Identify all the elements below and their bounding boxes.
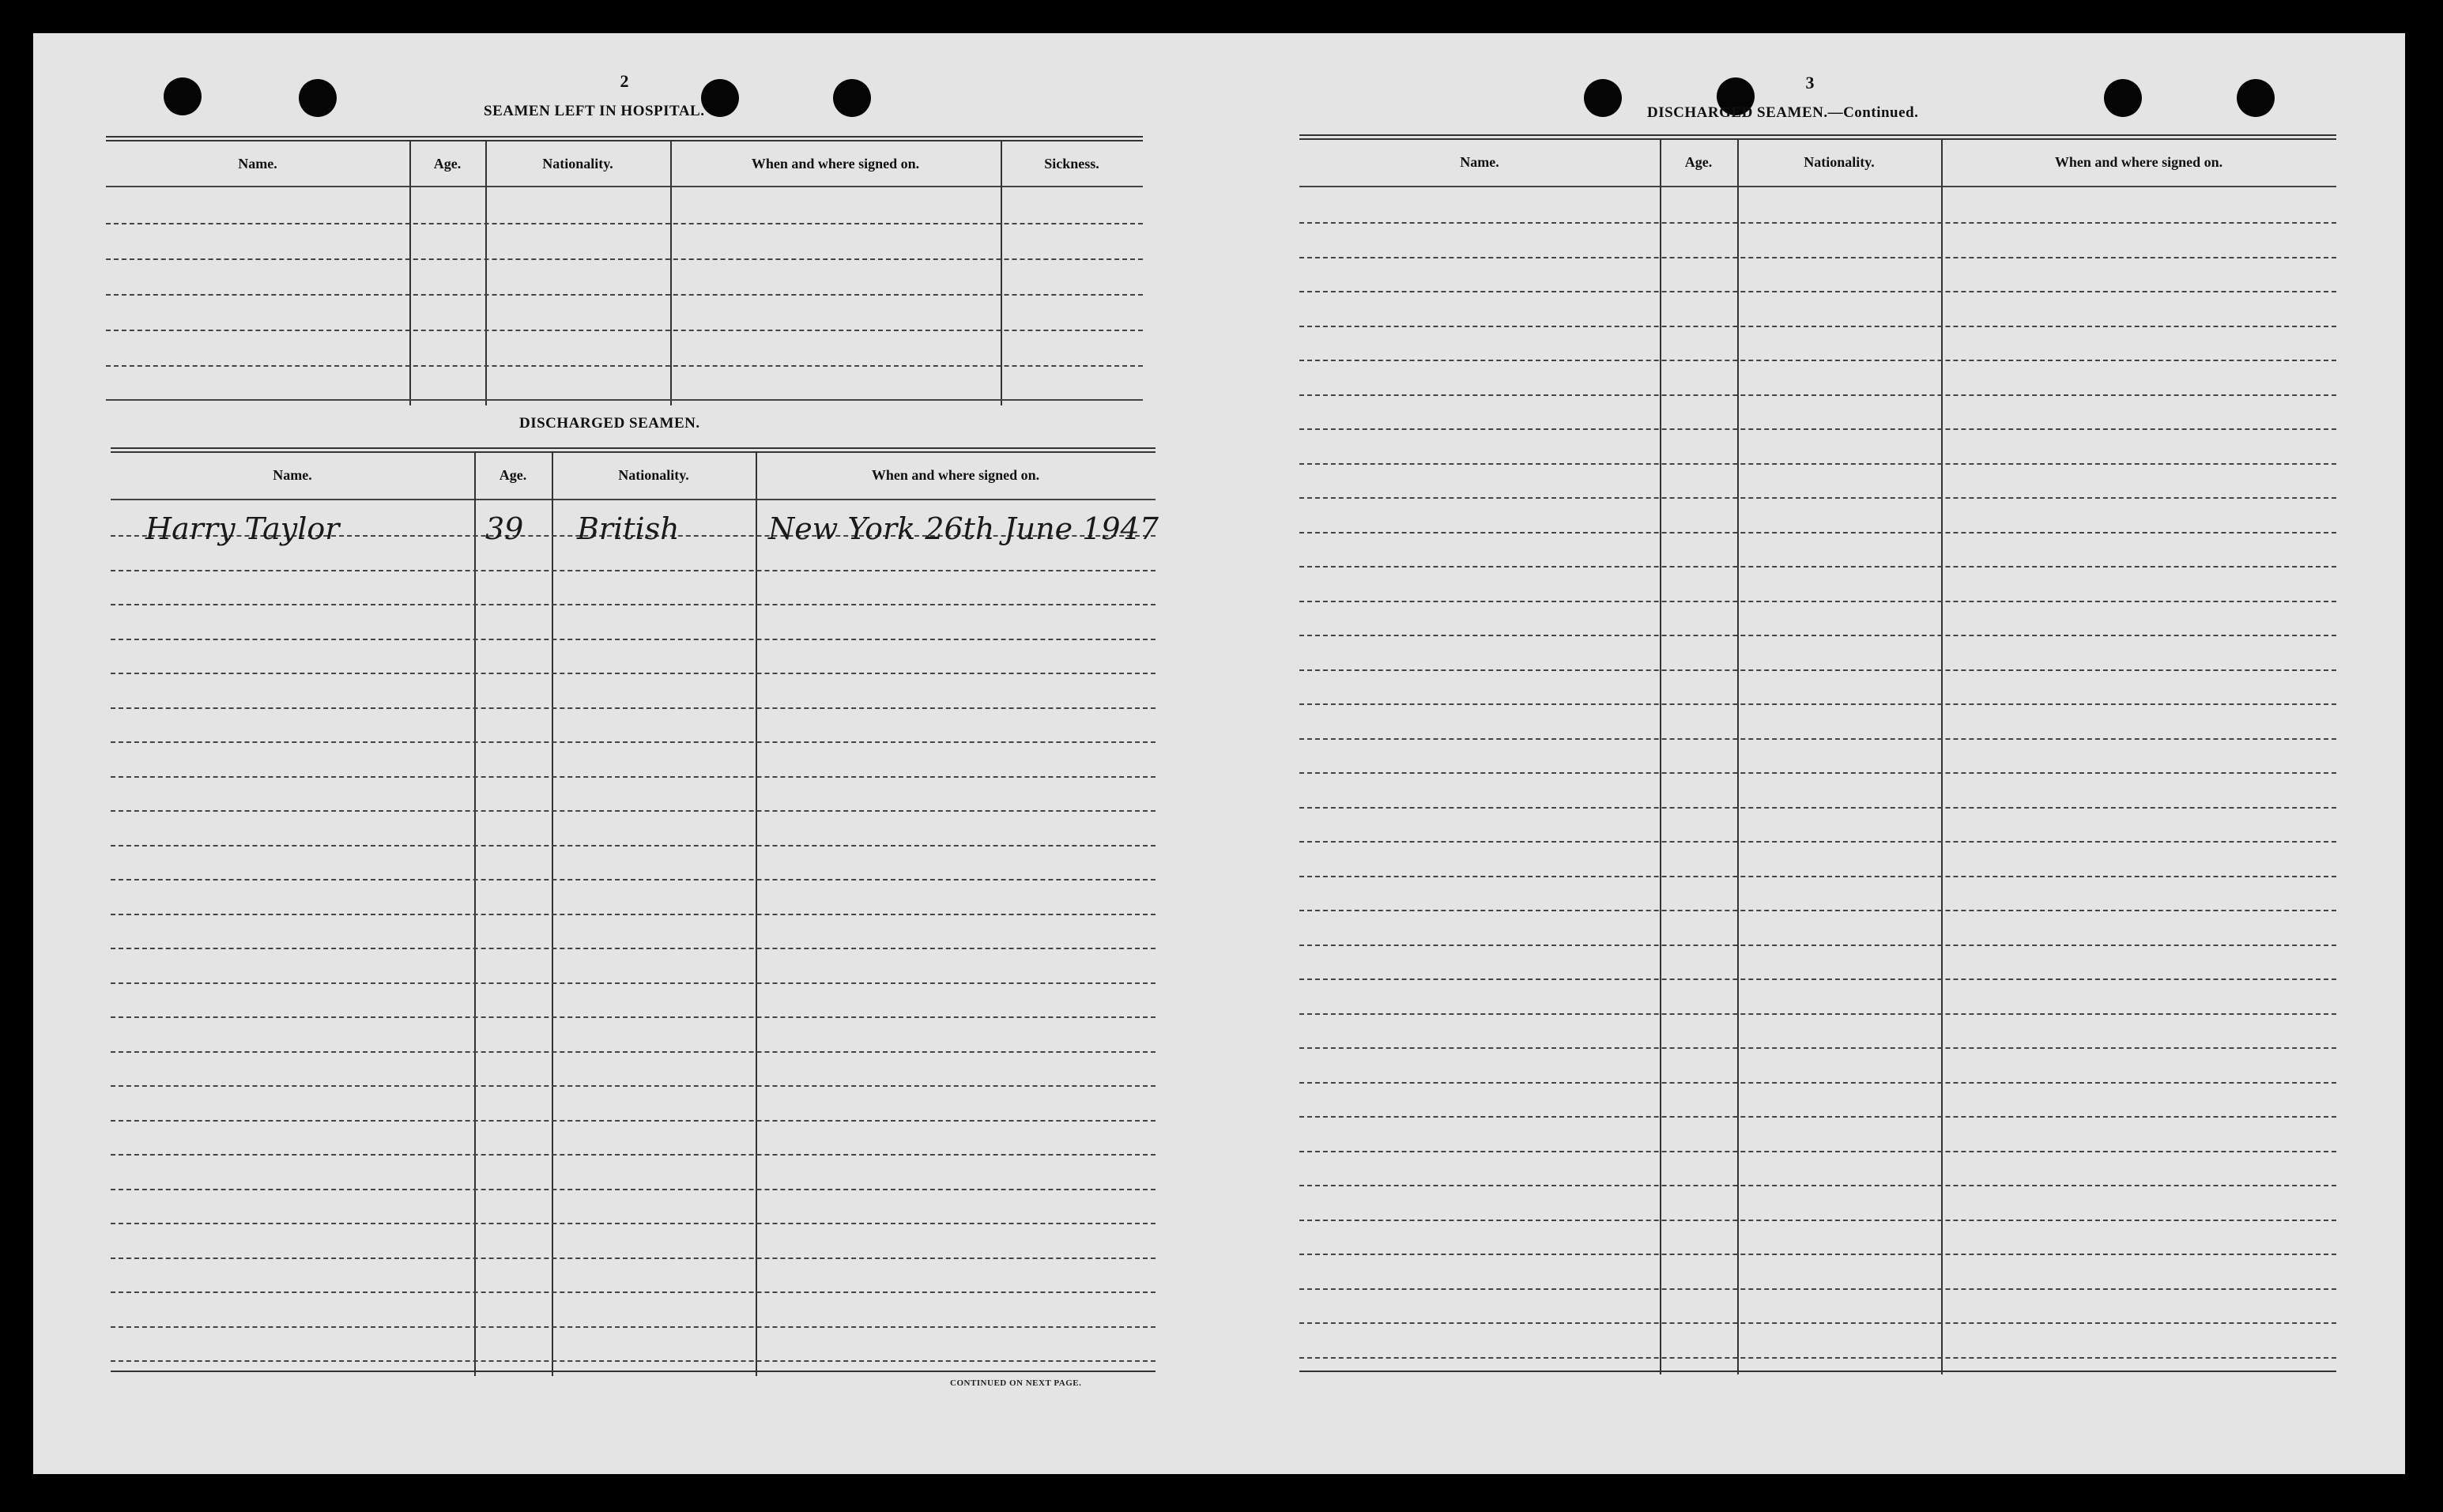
row-rule bbox=[1299, 738, 2336, 740]
row-rule bbox=[111, 1360, 1156, 1362]
continued-footer: CONTINUED ON NEXT PAGE. bbox=[950, 1378, 1082, 1388]
row-rule bbox=[1299, 1013, 2336, 1015]
entry-name: Harry Taylor bbox=[145, 511, 340, 546]
row-rule bbox=[1299, 1357, 2336, 1359]
row-rule bbox=[111, 604, 1156, 605]
row-rule bbox=[111, 982, 1156, 984]
row-rule bbox=[1299, 1082, 2336, 1084]
row-rule bbox=[111, 639, 1156, 640]
discharged-table-left bbox=[111, 447, 1159, 1376]
row-rule bbox=[1299, 428, 2336, 430]
hospital-col-signed-on: When and where signed on. bbox=[751, 155, 920, 172]
row-rule bbox=[111, 914, 1156, 915]
punch-hole bbox=[2104, 79, 2142, 117]
discharged-table-right bbox=[1299, 134, 2336, 1374]
right-page-title: DISCHARGED SEAMEN.—Continued. bbox=[1647, 104, 1919, 121]
right-col-nationality: Nationality. bbox=[1804, 153, 1875, 170]
row-rule bbox=[111, 810, 1156, 812]
row-rule bbox=[111, 1189, 1156, 1190]
row-rule bbox=[1299, 1220, 2336, 1221]
header-rule bbox=[106, 186, 1143, 187]
row-rule bbox=[111, 1154, 1156, 1156]
hospital-col-nationality: Nationality. bbox=[542, 155, 613, 172]
row-rule bbox=[1299, 669, 2336, 671]
page-number-left: 2 bbox=[620, 71, 629, 91]
row-rule bbox=[1299, 326, 2336, 327]
row-rule bbox=[106, 365, 1143, 367]
punch-hole bbox=[164, 77, 202, 115]
row-rule bbox=[1299, 222, 2336, 224]
row-rule bbox=[111, 741, 1156, 743]
row-rule bbox=[106, 294, 1143, 296]
row-rule bbox=[1299, 635, 2336, 636]
row-rule bbox=[1299, 1254, 2336, 1255]
left-table-bottom-rule bbox=[111, 1371, 1156, 1372]
hospital-section-title: SEAMEN LEFT IN HOSPITAL. bbox=[484, 103, 705, 119]
discharged-section-title: DISCHARGED SEAMEN. bbox=[519, 415, 700, 432]
row-rule bbox=[1299, 978, 2336, 980]
row-rule bbox=[111, 845, 1156, 846]
row-rule bbox=[111, 570, 1156, 571]
row-rule bbox=[1299, 1116, 2336, 1118]
right-col-signed-on: When and where signed on. bbox=[2054, 153, 2223, 170]
row-rule bbox=[1299, 841, 2336, 843]
page-number-right: 3 bbox=[1805, 73, 1815, 92]
row-rule bbox=[106, 399, 1143, 401]
hospital-table bbox=[106, 136, 1143, 405]
right-col-age: Age. bbox=[1684, 153, 1713, 170]
row-rule bbox=[1299, 601, 2336, 602]
document-sheet bbox=[33, 33, 2405, 1474]
row-rule bbox=[1299, 532, 2336, 534]
row-rule bbox=[111, 1326, 1156, 1328]
row-rule bbox=[1299, 1185, 2336, 1186]
row-rule bbox=[111, 776, 1156, 778]
row-rule bbox=[111, 673, 1156, 674]
right-table-bottom-rule bbox=[1299, 1371, 2336, 1372]
discharged-col-age: Age. bbox=[499, 466, 527, 483]
punch-hole bbox=[701, 79, 739, 117]
discharged-col-nationality: Nationality. bbox=[618, 466, 689, 483]
row-rule bbox=[111, 1120, 1156, 1122]
row-rule bbox=[111, 1051, 1156, 1053]
discharged-col-signed-on: When and where signed on. bbox=[871, 466, 1040, 483]
header-rule bbox=[1299, 186, 2336, 187]
row-rule bbox=[1299, 703, 2336, 705]
row-rule bbox=[1299, 1047, 2336, 1049]
row-rule bbox=[111, 1291, 1156, 1293]
row-rule bbox=[1299, 1151, 2336, 1152]
row-rule bbox=[111, 879, 1156, 880]
row-rule bbox=[111, 1085, 1156, 1087]
row-rule bbox=[1299, 772, 2336, 774]
entry-nationality: British bbox=[577, 511, 680, 546]
row-rule bbox=[111, 707, 1156, 709]
punch-hole bbox=[299, 79, 337, 117]
row-rule bbox=[106, 223, 1143, 224]
row-rule bbox=[1299, 807, 2336, 809]
row-rule bbox=[111, 1223, 1156, 1224]
row-rule bbox=[1299, 360, 2336, 361]
header-rule bbox=[111, 499, 1156, 500]
row-rule bbox=[1299, 291, 2336, 292]
discharged-col-name: Name. bbox=[273, 466, 312, 483]
row-rule bbox=[1299, 566, 2336, 567]
row-rule bbox=[111, 948, 1156, 949]
entry-age: 39 bbox=[485, 511, 524, 546]
punch-hole bbox=[833, 79, 871, 117]
row-rule bbox=[1299, 394, 2336, 396]
row-rule bbox=[1299, 876, 2336, 877]
entry-signed-on: New York 26th June 1947 bbox=[768, 511, 1159, 546]
row-rule bbox=[1299, 497, 2336, 499]
punch-hole bbox=[1584, 79, 1622, 117]
hospital-col-age: Age. bbox=[433, 155, 462, 172]
punch-hole bbox=[2237, 79, 2275, 117]
row-rule bbox=[106, 258, 1143, 260]
row-rule bbox=[111, 1016, 1156, 1018]
row-rule bbox=[1299, 1322, 2336, 1324]
hospital-col-name: Name. bbox=[238, 155, 277, 172]
hospital-col-sickness: Sickness. bbox=[1044, 155, 1099, 172]
row-rule bbox=[1299, 910, 2336, 911]
right-col-name: Name. bbox=[1460, 153, 1499, 170]
row-rule bbox=[1299, 945, 2336, 946]
row-rule bbox=[1299, 463, 2336, 465]
row-rule bbox=[106, 330, 1143, 331]
row-rule bbox=[1299, 257, 2336, 258]
row-rule bbox=[1299, 1288, 2336, 1290]
row-rule bbox=[111, 1257, 1156, 1259]
